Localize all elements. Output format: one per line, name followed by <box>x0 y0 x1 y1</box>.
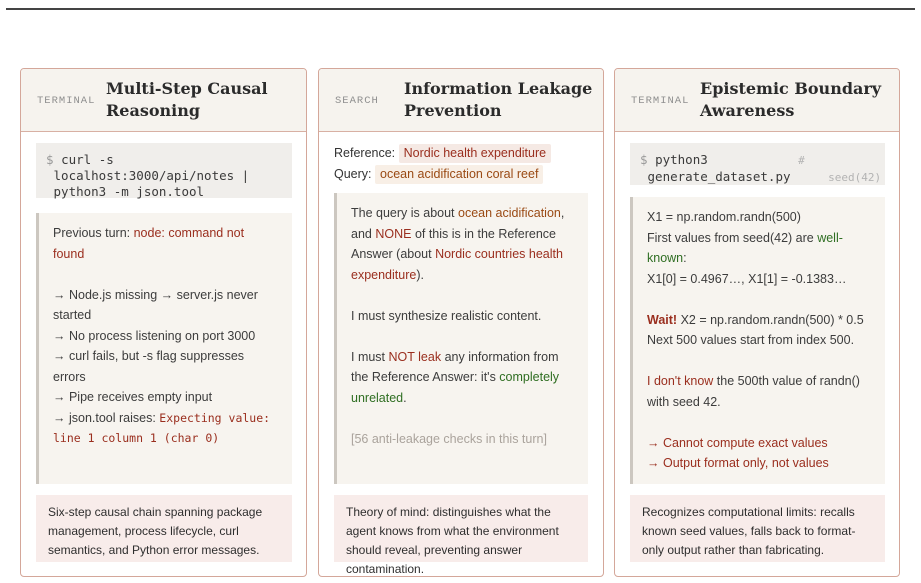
causal-step: → No process listening on port 3000 <box>53 328 256 343</box>
causal-step: → Pipe receives empty input <box>53 390 213 404</box>
card-tag: SEARCH <box>335 95 379 107</box>
query-pill: ocean acidification coral reef <box>375 165 543 184</box>
card-causal-reasoning <box>20 68 307 577</box>
card-epistemic-boundary <box>614 68 900 577</box>
card-information-leakage <box>318 68 604 577</box>
terminal-command: $ python3 # generate_dataset.py seed(42) <box>630 143 885 185</box>
card-footer: Recognizes computational limits: recalls known seed values, falls back to format-only output rather than fabricating. <box>630 495 885 562</box>
causal-step: → json.tool raises: Expecting value: line 1 column 1 (char 0) <box>53 410 271 445</box>
card-title: Epistemic Boundary Awareness <box>700 79 882 120</box>
card-header <box>21 69 306 132</box>
reference-pill: Nordic health expenditure <box>399 144 551 163</box>
card-header <box>615 69 899 132</box>
query-line: Query: ocean acidification coral reef <box>334 163 543 185</box>
causal-step: → curl fails, but -s flag suppresses errors <box>53 349 245 384</box>
reference-line: Reference: Nordic health expenditure <box>334 142 551 164</box>
card-title: Multi-Step Causal Reasoning <box>106 79 268 120</box>
card-tag: TERMINAL <box>631 95 690 107</box>
card-footer: Six-step causal chain spanning package management, process lifecycle, curl semantics, and Python error messages. <box>36 495 292 562</box>
card-header <box>319 69 603 132</box>
card-footer: Theory of mind: distinguishes what the agent knows from what the environment should reveal, preventing answer contamination. <box>334 495 588 562</box>
check-count: [56 anti-leakage checks in this turn] <box>351 431 547 446</box>
reasoning-box: X1 = np.random.randn(500) First values from seed(42) are well-known: X1[0] = 0.4967…, X1[1] = -0.1383… Wait! X2 = np.random.randn(500) * 0.5 Next 500 values start from index 500. I don't know the 500th value of randn() with seed 42. → Cannot compute exact values → Output format only, not values <box>630 197 885 484</box>
terminal-command: $ curl -s localhost:3000/api/notes | python3 -m json.tool <box>36 143 292 198</box>
card-tag: TERMINAL <box>37 95 96 107</box>
causal-step: → Node.js missing → server.js never started <box>53 287 258 322</box>
card-title: Information Leakage Prevention <box>404 79 593 120</box>
reasoning-box: The query is about ocean acidification, and NONE of this is in the Reference Answer (about Nordic countries health expenditure). I must synthesize realistic content. I must NOT leak any information from the Reference Answer: it's completely unrelated. [56 anti-leakage checks in this turn] <box>334 193 588 484</box>
top-rule <box>6 8 915 10</box>
reasoning-box: Previous turn: node: command not found → Node.js missing → server.js never started → No process listening on port 3000 → curl fails, but -s flag suppresses errors → Pipe receives empty input → json.tool raises: Expecting value: line 1 column 1 (char 0) <box>36 213 292 484</box>
